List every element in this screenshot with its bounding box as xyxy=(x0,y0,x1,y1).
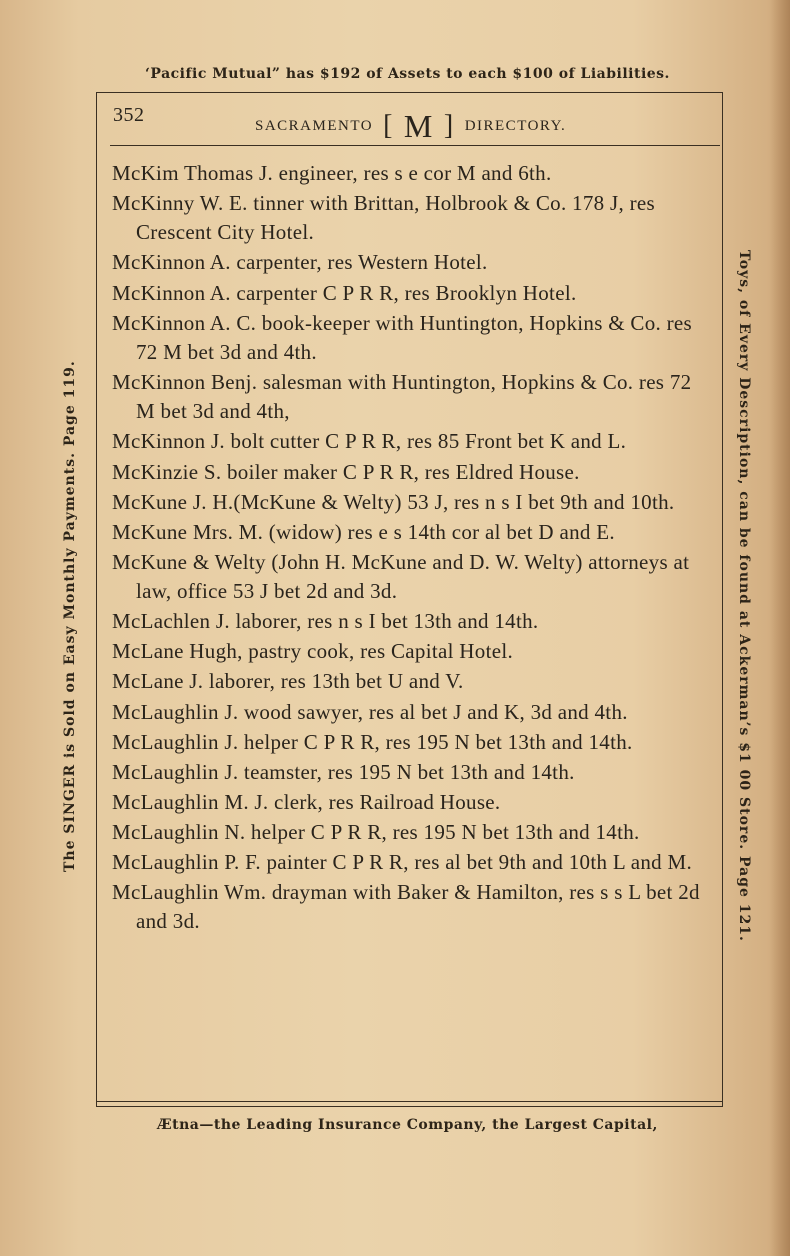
directory-entry: McLane J. laborer, res 13th bet U and V. xyxy=(112,669,464,694)
directory-entry: McLaughlin N. helper C P R R, res 195 N bet 13th and 14th. xyxy=(112,819,640,844)
directory-entry: McKinnon J. bolt cutter C P R R, res 85 Front bet K and L. xyxy=(112,429,627,454)
directory-entry: McLaughlin J. helper C P R R, res 195 N bet 13th and 14th. xyxy=(112,729,633,754)
directory-entry: McLaughlin Wm. drayman with Baker & Hamilton, res s s L bet 2d and 3d. xyxy=(112,880,700,934)
directory-entry: McKinzie S. boiler maker C P R R, res Eldred House. xyxy=(112,459,580,484)
running-head xyxy=(255,110,566,142)
directory-entry: McKune & Welty (John H. McKune and D. W. Welty) attorneys at law, office 53 J bet 2d and 3d. xyxy=(112,549,690,604)
directory-entry: McLaughlin J. wood sawyer, res al bet J and K, 3d and 4th. xyxy=(112,699,628,724)
directory-entry: McLaughlin M. J. clerk, res Railroad House. xyxy=(112,789,501,814)
directory-entries xyxy=(112,159,712,937)
running-head-letter: M xyxy=(403,108,434,144)
top-advertisement: ‘Pacific Mutual” has $192 of Assets to each $100 of Liabilities. xyxy=(145,66,670,82)
directory-entry: McLaughlin J. teamster, res 195 N bet 13th and 14th. xyxy=(112,759,575,784)
running-head-word: DIRECTORY. xyxy=(464,117,567,134)
header-rule xyxy=(110,145,720,146)
directory-entry: McLachlen J. laborer, res n s I bet 13th and 14th. xyxy=(112,609,539,634)
directory-entry: McKinnon A. carpenter, res Western Hotel. xyxy=(112,250,488,275)
directory-entry: McKinnon A. C. book-keeper with Huntington, Hopkins & Co. res 72 M bet 3d and 4th. xyxy=(112,310,693,364)
running-head-bracket-close: ] xyxy=(443,110,455,141)
left-margin-advertisement: The SINGER is Sold on Easy Monthly Payments. Page 119. xyxy=(62,360,78,872)
directory-entry: McLaughlin P. F. painter C P R R, res al bet 9th and 10th L and M. xyxy=(112,849,693,874)
bottom-advertisement: Ætna—the Leading Insurance Company, the Largest Capital, xyxy=(157,1117,658,1133)
directory-entry: McKune Mrs. M. (widow) res e s 14th cor al bet D and E. xyxy=(112,519,615,544)
right-margin-advertisement: Toys, of Every Description, can be found at Ackerman’s $1 00 Store. Page 121. xyxy=(736,250,752,942)
directory-entry: McKune J. H.(McKune & Welty) 53 J, res n s I bet 9th and 10th. xyxy=(112,489,675,514)
directory-entry: McLane Hugh, pastry cook, res Capital Hotel. xyxy=(112,639,514,664)
directory-entry: McKinnon Benj. salesman with Huntington, Hopkins & Co. res 72 M bet 3d and 4th, xyxy=(112,370,692,424)
directory-entry: McKim Thomas J. engineer, res s e cor M and 6th. xyxy=(112,161,552,185)
page-number: 352 xyxy=(113,104,145,126)
directory-entry: McKinny W. E. tinner with Brittan, Holbrook & Co. 178 J, res Crescent City Hotel. xyxy=(112,191,655,245)
bottom-rule xyxy=(96,1101,723,1102)
directory-entry: McKinnon A. carpenter C P R R, res Brooklyn Hotel. xyxy=(112,280,577,305)
page-edge-shadow xyxy=(770,0,790,1256)
running-head-city: SACRAMENTO xyxy=(255,117,374,134)
running-head-bracket-open: [ xyxy=(383,110,394,141)
